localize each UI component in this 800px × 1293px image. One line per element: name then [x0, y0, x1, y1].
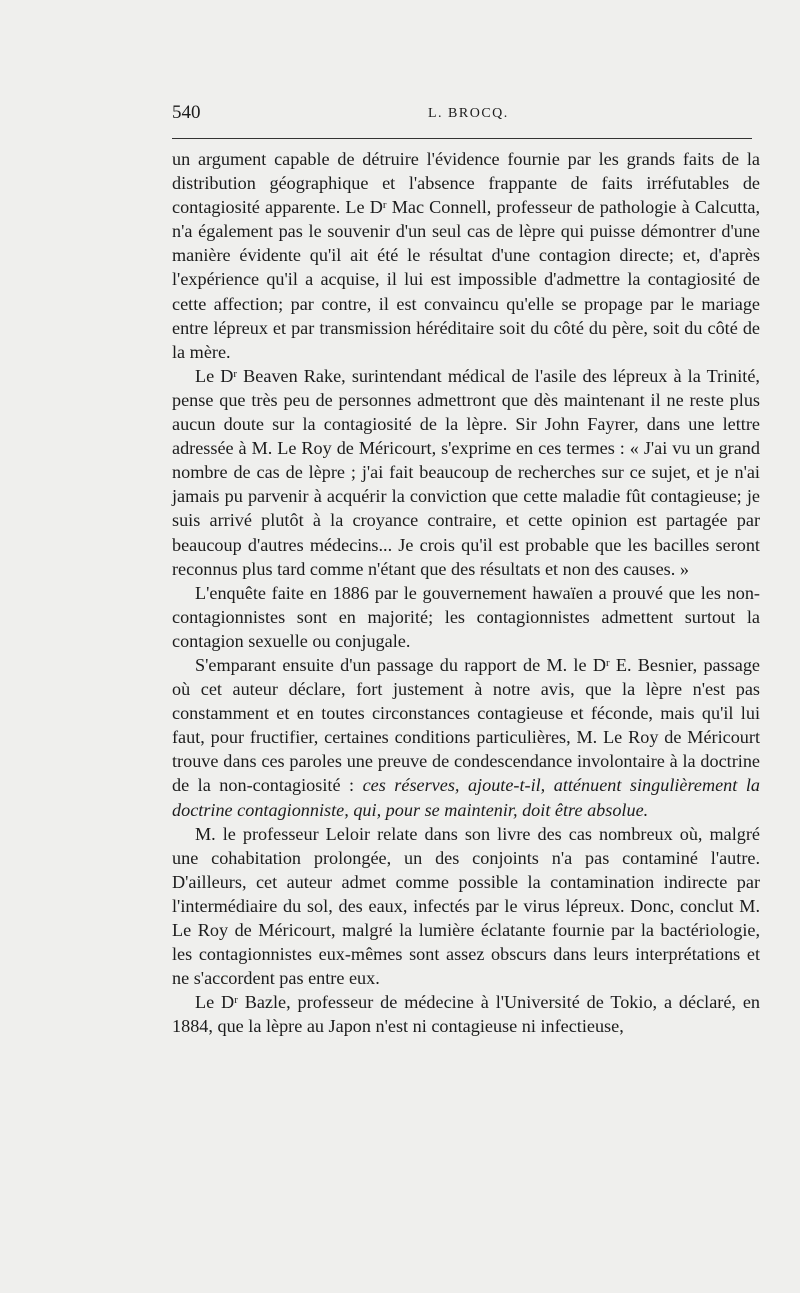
paragraph-6: Le $D^r$ Bazle, professeur de médecine à l'Université de Tokio, a déclaré, en 1884, que la lèpre au Japon n'est ni contagieuse ni infectieuse, — [172, 992, 760, 1037]
italic-quote: ces réserves, ajoute-t-il, atténuent singulièrement la doctrine contagionniste, qui, pour se maintenir, doit être absolue. — [172, 775, 760, 820]
running-title: L. BROCQ. — [428, 106, 509, 121]
paragraph-3: L'enquête faite en 1886 par le gouvernement hawaïen a prouvé que les non-contagionnistes sont en majorité; les contagionnistes admettent surtout la contagion sexuelle ou conjugale. — [172, 582, 760, 651]
paragraph-2: Le $D^r$ Beaven Rake, surintendant médical de l'asile des lépreux à la Trinité, pense que très peu de personnes admettront que dès maintenant il ne reste plus aucun doute sur la contagiosité de la lèpre. Sir John Fayrer, dans une lettre adressée à M. Le Roy de Méricourt, s'exprime en ces termes : « J'ai vu un grand nombre de cas de lèpre ; j'ai fait beaucoup de recherches sur ce sujet, et je n'ai jamais pu parvenir à acquérir la conviction que cette maladie fût contagieuse; je suis arrivé plutôt à la croyance contraire, et cette opinion est partagée par beaucoup d'autres médecins... Je crois qu'il est probable que les bacilles seront reconnus plus tard comme n'étant que des résultats et non des causes. » — [172, 365, 760, 579]
paragraph-1: un argument capable de détruire l'évidence fournie par les grands faits de la distribution géographique et l'absence frappante de faits irréfutables de contagiosité apparente. Le $D^r$ Mac Connell, professeur de pathologie à Calcutta, n'a également pas le souvenir d'un seul cas de lèpre qui puisse démontrer d'une manière évidente qu'il ait été le résultat d'une contagion directe; et, d'après l'expérience qu'il a acquise, il lui est impossible d'admettre la contagiosité de cette affection; par contre, il est convaincu qu'elle se propage par le mariage entre lépreux et par transmission héréditaire soit du côté du père, soit du côté de la mère. — [172, 149, 760, 362]
header-rule — [172, 138, 752, 139]
running-head — [172, 100, 752, 128]
page-number: 540 — [172, 102, 201, 123]
body-text — [172, 147, 760, 1038]
paragraph-5: M. le professeur Leloir relate dans son livre des cas nombreux où, malgré une cohabitation prolongée, un des conjoints n'a pas contaminé l'autre. D'ailleurs, cet auteur admet comme possible la contamination indirecte par l'intermédiaire du sol, des eaux, infectés par le virus lépreux. Donc, conclut M. Le Roy de Méricourt, malgré la lumière éclatante fournie par la bactériologie, les contagionnistes eux-mêmes sont assez obscurs dans leurs interprétations et ne s'accordent pas entre eux. — [172, 823, 760, 989]
paragraph-4: S'emparant ensuite d'un passage du rapport de M. le $D^r$ E. Besnier, passage où cet auteur déclare, fort justement à notre avis, que la lèpre n'est pas constamment et en toutes circonstances contagieuse et féconde, mais qu'il lui faut, pour fructifier, certaines conditions particulières, M. Le Roy de Méricourt trouve dans ces paroles une preuve de condescendance involontaire à la doctrine de la non-contagiosité : ces réserves, ajoute-t-il, atténuent singulièrement la doctrine contagionniste, qui, pour se maintenir, doit être absolue. — [172, 654, 761, 820]
